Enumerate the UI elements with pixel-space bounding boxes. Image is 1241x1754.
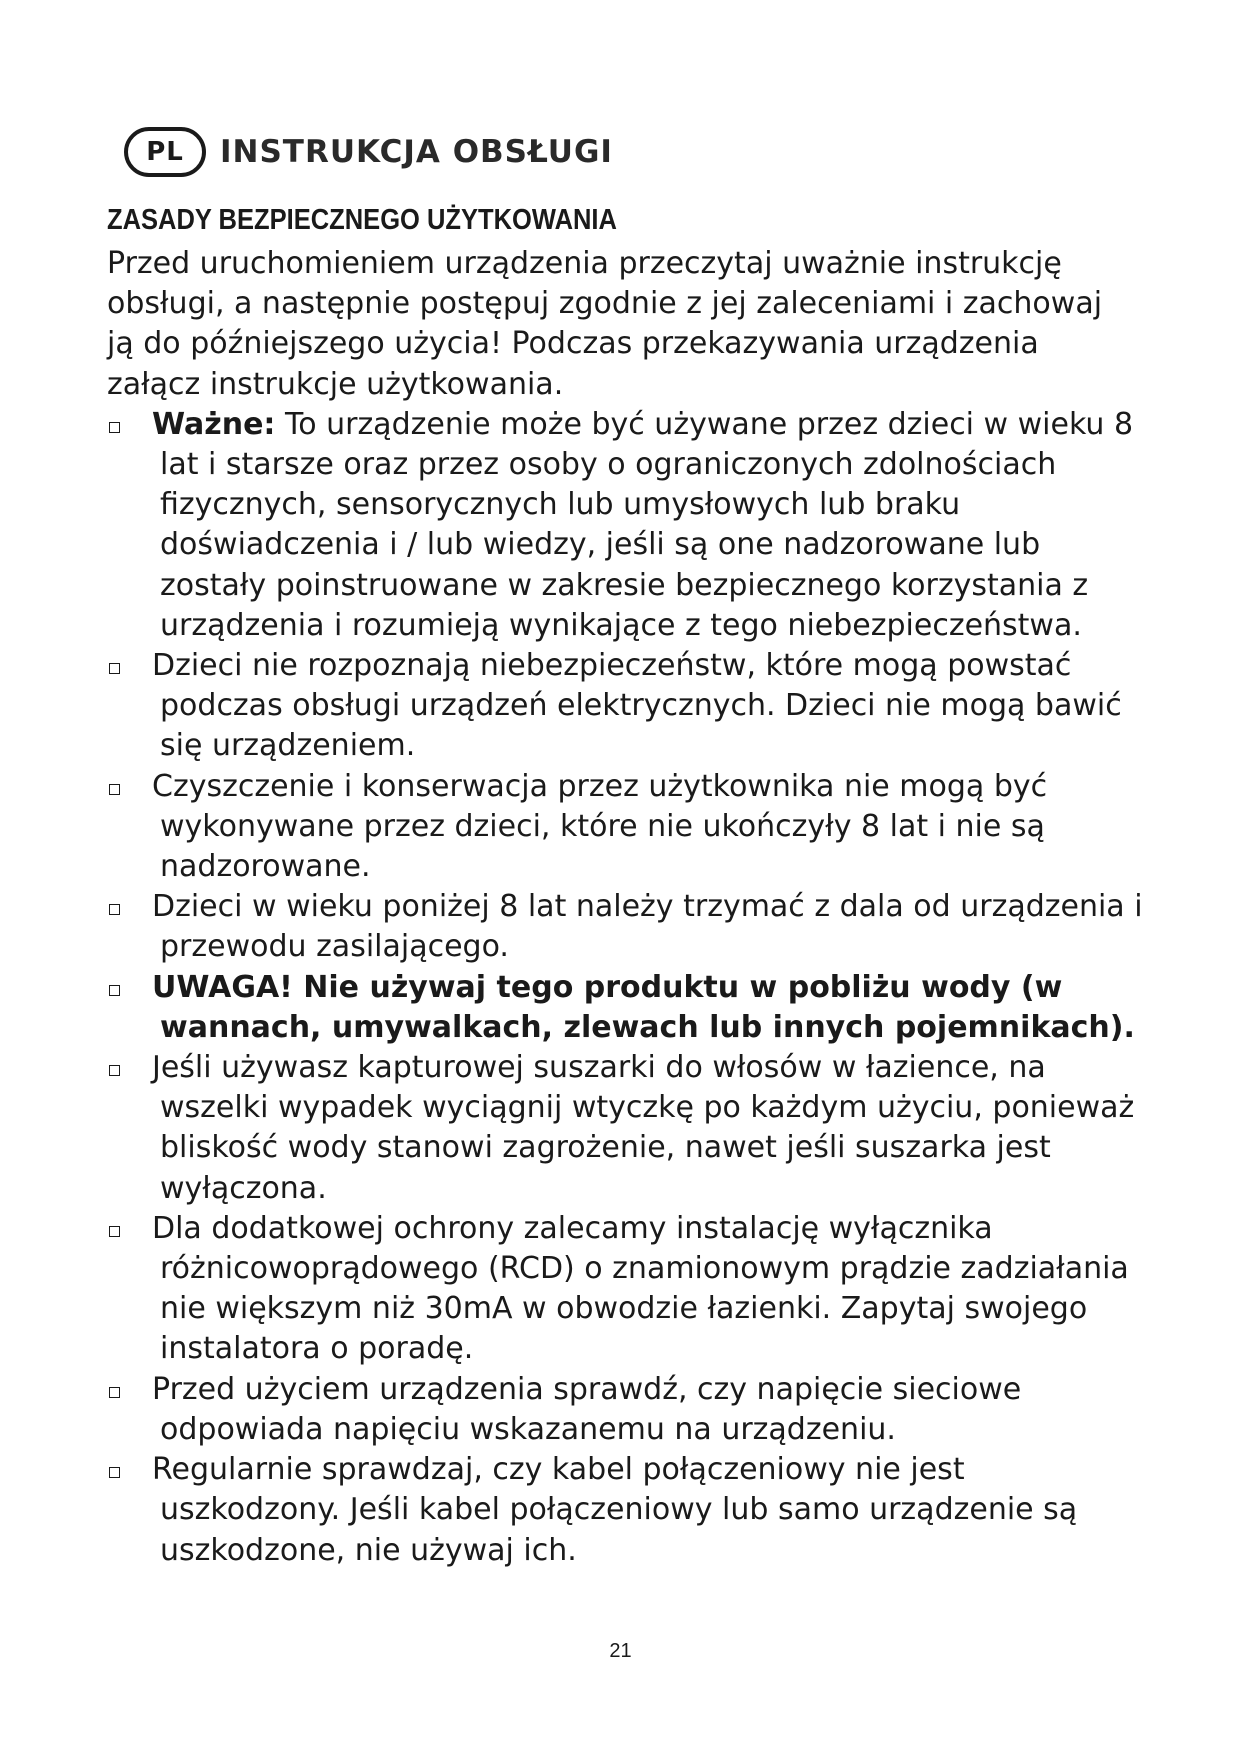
list-item-body [152,968,1147,1048]
safety-list [107,405,1147,1571]
list-item-body [152,887,1147,967]
list-item-body [152,767,1147,888]
list-item-text: Dla dodatkowej ochrony zalecamy instalację wyłącznika różnicowoprądowego (RCD) o znamionowym prądzie zadziałania nie większym niż 30mA w obwodzie łazienki. Zapytaj swojego instalatora o poradę. [152,1210,1129,1367]
list-item-text: Dzieci w wieku poniżej 8 lat należy trzymać z dala od urządzenia i przewodu zasilającego. [152,889,1143,965]
checkbox-bullet-icon [109,422,120,433]
checkbox-bullet-icon [109,1467,120,1478]
checkbox-bullet-icon [109,1387,120,1398]
list-item [107,405,1147,646]
list-item-text: Przed użyciem urządzenia sprawdź, czy napięcie sieciowe odpowiada napięciu wskazanemu na urządzeniu. [152,1371,1022,1447]
list-item-text: Dzieci nie rozpoznają niebezpieczeństw, które mogą powstać podczas obsługi urządzeń elektrycznych. Dzieci nie mogą bawić się urządzeniem. [152,648,1122,764]
list-item [107,1450,1147,1571]
list-item-text: UWAGA! Nie używaj tego produktu w pobliżu wody (w wannach, umywalkach, zlewach lub innych pojemnikach). [152,969,1135,1045]
list-item [107,968,1147,1048]
list-item [107,1048,1147,1209]
page-number: 21 [609,1640,632,1662]
intro-paragraph: Przed uruchomieniem urządzenia przeczytaj uważnie instrukcję obsługi, a następnie postępuj zgodnie z jej zaleceniami i zachowaj ją do późniejszego użycia! Podczas przekazywania urządzenia załącz instrukcje użytkowania. [107,246,1103,402]
checkbox-bullet-icon [109,784,120,795]
list-item-text: To urządzenie może być używane przez dzieci w wieku 8 lat i starsze oraz przez osoby o ograniczonych zdolnościach fizycznych, sensorycznych lub umysłowych lub braku doświadczenia i / lub wiedzy, jeśli są one nadzorowane lub zostały poinstruowane w zakresie bezpiecznego korzystania z urządzenia i rozumieją wynikające z tego niebezpieczeństwa. [160,406,1134,643]
list-item-body [152,646,1147,767]
list-item-body [152,1370,1147,1450]
list-item-body [152,1048,1147,1209]
checkbox-bullet-icon [109,663,120,674]
list-item-body [152,1450,1147,1571]
list-item-body [152,405,1147,646]
list-item [107,1209,1147,1370]
manual-title: INSTRUKCJA OBSŁUGI [220,134,613,170]
checkbox-bullet-icon [109,904,120,915]
list-item-text: Regularnie sprawdzaj, czy kabel połączeniowy nie jest uszkodzony. Jeśli kabel połączeniowy lub samo urządzenie są uszkodzone, nie używaj ich. [152,1452,1078,1568]
list-item [107,646,1147,767]
list-item-lead: Ważne: [152,406,276,442]
list-item-text: Jeśli używasz kapturowej suszarki do włosów w łazience, na wszelki wypadek wyciągnij wtyczkę po każdym użyciu, ponieważ bliskość wody stanowi zagrożenie, nawet jeśli suszarka jest wyłączona. [152,1050,1135,1206]
page-header [124,122,613,182]
list-item-body [152,1209,1147,1370]
language-badge: PL [124,127,206,177]
checkbox-bullet-icon [109,1226,120,1237]
checkbox-bullet-icon [109,985,120,996]
list-item-text: Czyszczenie i konserwacja przez użytkownika nie mogą być wykonywane przez dzieci, które nie ukończyły 8 lat i nie są nadzorowane. [152,768,1048,885]
section-title: ZASADY BEZPIECZNEGO UŻYTKOWANIA [107,204,617,236]
list-item [107,1370,1147,1450]
checkbox-bullet-icon [109,1065,120,1076]
list-item [107,887,1147,967]
section-content [107,244,1147,1571]
list-item [107,767,1147,888]
